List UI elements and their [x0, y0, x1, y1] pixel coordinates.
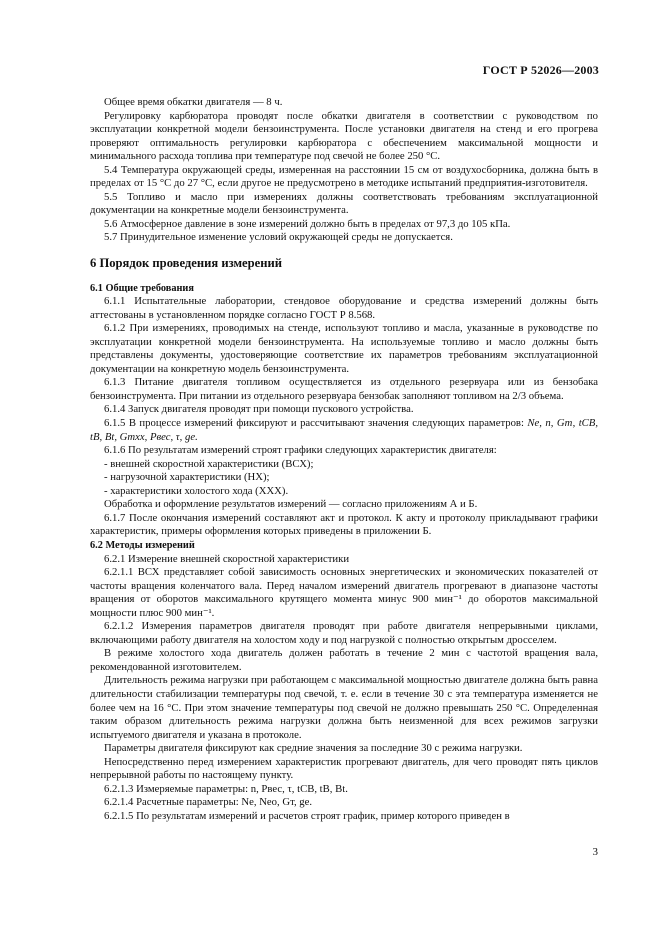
paragraph-6-2-1-4: 6.2.1.4 Расчетные параметры: Nе, Nео, Gт, gе. [104, 796, 313, 809]
paragraph-5-6: 5.6 Атмосферное давление в зоне измерений должно быть в пределах от 97,3 до 105 кПа. [104, 217, 511, 230]
paragraph-5-5: 5.5 Топливо и масло при измерениях должны соответствовать требованиям эксплуатационной документации на конкретные модели бензоинструмента. [90, 190, 598, 217]
paragraph: Длительность режима нагрузки при работающем с максимальной мощностью двигателе должна быть равна длительности стабилизации температуры под свечой, т. е. если в течение 30 с эта температура изменяется не более чем на 16 °С. При этом значение температуры под свечой не должно превышать 250 °С. Определенная таким образом длительность режима нагрузки должна быть неизменной для всех режимов загрузки испытуемого двигателя и указана в протоколе. [90, 674, 598, 741]
paragraph: Обработка и оформление результатов измерений — согласно приложениям А и Б. [104, 498, 478, 511]
paragraph-6-1-1: 6.1.1 Испытательные лаборатории, стендовое оборудование и средства измерений должны быть аттестованы в установленном порядке согласно ГОСТ Р 8.568. [90, 295, 598, 321]
paragraph-6-2-1-3: 6.2.1.3 Измеряемые параметры: n, Pвес, τ, tСВ, tВ, Bt. [104, 782, 348, 795]
paragraph-6-1-6: 6.1.6 По результатам измерений строят графики следующих характеристик двигателя: [104, 444, 497, 457]
parameter-list: Nе, n, Gт, tСВ, tВ, Bt, Gтхх, Pвес, τ, gе. [90, 417, 599, 443]
paragraph-6-2-1: 6.2.1 Измерение внешней скоростной характеристики [104, 552, 350, 565]
standard-header: ГОСТ Р 52026—2003 [482, 63, 599, 77]
paragraph-5-7: 5.7 Принудительное изменение условий окружающей среды не допускается. [104, 231, 453, 244]
paragraph-6-1-3-end: объема. [526, 389, 564, 402]
paragraph-6-2-1-1: 6.2.1.1 ВСХ представляет собой зависимость основных энергетических и экономических показателей от частоты вращения коленчатого вала. Перед началом измерений двигатель прогревают в диапазоне частоты вращения от оборотов максимального крутящего момента минус 900 мин⁻¹ до оборотов максимальной мощности плюс 900 мин⁻¹. [90, 566, 598, 619]
paragraph: Непосредственно перед измерением характеристик прогревают двигатель, для чего проводят пять циклов непрерывной работы по настоящему пункту. [90, 755, 598, 782]
paragraph: В режиме холостого хода двигатель должен работать в течение 2 мин с частотой вращения вала, рекомендованной изготовителем. [90, 647, 598, 673]
fraction: 2/3 [512, 389, 527, 402]
list-item: - внешней скоростной характеристики (ВСХ); [104, 457, 314, 470]
paragraph-6-1-3 [90, 376, 598, 403]
paragraph-5-4: 5.4 Температура окружающей среды, измеренная на расстоянии 15 см от воздухосборника, должна быть в пределах от 15 °С до 27 °С, если другое не предусмотрено в методике испытаний предприятия-изготовителя. [90, 163, 598, 190]
subsection-title-6-2: 6.2 Методы измерений [90, 539, 195, 551]
list-item: - нагрузочной характеристики (НХ); [104, 471, 270, 484]
subsection-title-6-1: 6.1 Общие требования [90, 282, 194, 294]
paragraph-6-1-3-text: 6.1.3 Питание двигателя топливом осуществляется из отдельного резервуара или из бензобака бензоинструмента. При питании из отдельного резервуара бензобак заполняют топливом на [90, 376, 598, 402]
page-number: 3 [592, 846, 598, 858]
paragraph-6-2-1-2: 6.2.1.2 Измерения параметров двигателя проводят при работе двигателя непрерывными циклами, включающими работу двигателя на холостом ходу и под нагрузкой с полностью открытым дросселем. [90, 620, 598, 646]
list-item: - характеристики холостого хода (ХХХ). [104, 484, 289, 497]
paragraph-6-1-2: 6.1.2 При измерениях, проводимых на стенде, используют топливо и масла, указанные в руководстве по эксплуатации конкретной модели бензоинструмента. На используемые топливо и масло должны быть представлены документы, удостоверяющие соответствие их параметров требованиям эксплуатационной документации на конкретную модель бензоинструмента. [90, 322, 598, 375]
paragraph: Параметры двигателя фиксируют как средние значения за последние 30 с режима нагрузки. [104, 742, 523, 755]
paragraph-6-1-5-text: 6.1.5 В процессе измерений фиксируют и рассчитывают значения следующих параметров: [104, 417, 528, 430]
paragraph-6-2-1-5: 6.2.1.5 По результатам измерений и расчетов строят график, пример которого приведен в [104, 809, 510, 822]
document-body [90, 96, 598, 823]
paragraph: Общее время обкатки двигателя — 8 ч. [104, 96, 283, 108]
paragraph: Регулировку карбюратора проводят после обкатки двигателя в соответствии с руководством по эксплуатации конкретной модели бензоинструмента. После установки двигателя на стенд и его прогрева проверяют оптимальность регулировки карбюратора с обеспечением максимальной мощности и минимального расхода топлива при температуре под свечой не более 250 °С. [90, 109, 598, 163]
section-title: 6 Порядок проведения измерений [90, 256, 282, 271]
paragraph-6-1-4: 6.1.4 Запуск двигателя проводят при помощи пускового устройства. [104, 403, 414, 416]
paragraph-6-1-5 [90, 417, 598, 444]
paragraph-6-1-7: 6.1.7 После окончания измерений составляют акт и протокол. К акту и протоколу прикладывают графики характеристик, примеры оформления которых приведены в приложении Б. [90, 511, 598, 538]
